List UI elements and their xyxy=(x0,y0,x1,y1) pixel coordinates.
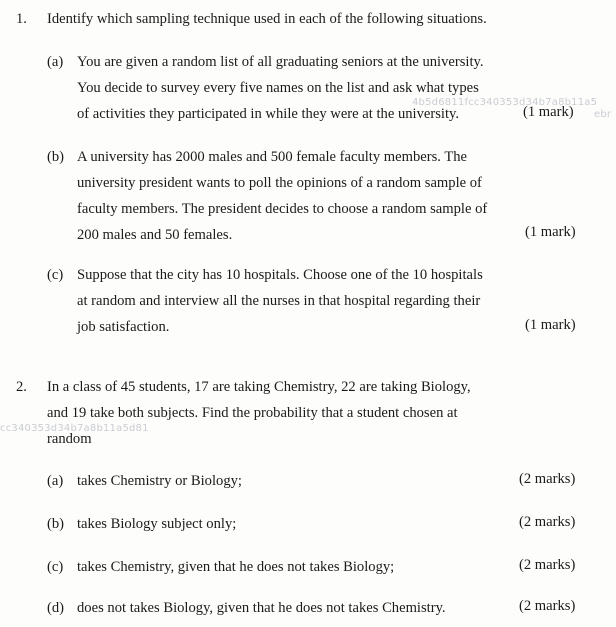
question-stem: Identify which sampling technique used in each of the following situations. xyxy=(47,11,487,27)
part-text-line: You decide to survey every five names on the list and ask what types xyxy=(77,80,479,96)
part-text-line: A university has 2000 males and 500 female faculty members. The xyxy=(77,149,468,165)
question-number: 1. xyxy=(16,11,27,27)
watermark-text: ebr xyxy=(594,109,612,120)
marks-label: (1 mark) xyxy=(525,317,576,333)
marks-label: (2 marks) xyxy=(519,514,576,530)
part-text-line: You are given a random list of all graduating seniors at the university. xyxy=(77,54,484,70)
part-label: (b) xyxy=(47,516,65,532)
part-text-line: job satisfaction. xyxy=(77,319,170,335)
part-text-line: at random and interview all the nurses in that hospital regarding their xyxy=(77,293,481,309)
marks-label: (1 mark) xyxy=(523,104,574,120)
part-label: (c) xyxy=(47,267,64,283)
question-number: 2. xyxy=(16,379,27,395)
marks-label: (2 marks) xyxy=(519,598,576,614)
question-stem-line: and 19 take both subjects. Find the probability that a student chosen at xyxy=(47,405,458,421)
marks-label: (2 marks) xyxy=(519,471,576,487)
part-label: (d) xyxy=(47,600,65,616)
watermark-text: 4b5d6811fcc340353d34b7a8b11a5 xyxy=(412,97,598,108)
marks-label: (1 mark) xyxy=(525,224,576,240)
part-text-line: 200 males and 50 females. xyxy=(77,227,233,243)
part-text-line: takes Chemistry, given that he does not takes Biology; xyxy=(77,559,395,575)
part-label: (c) xyxy=(47,559,64,575)
part-label: (b) xyxy=(47,149,65,165)
part-text-line: does not takes Biology, given that he does not takes Chemistry. xyxy=(77,600,446,616)
part-text-line: takes Biology subject only; xyxy=(77,516,237,532)
part-label: (a) xyxy=(47,54,64,70)
part-text-line: Suppose that the city has 10 hospitals. Choose one of the 10 hospitals xyxy=(77,267,483,283)
part-text-line: university president wants to poll the opinions of a random sample of xyxy=(77,175,482,191)
marks-label: (2 marks) xyxy=(519,557,576,573)
question-stem-line: random xyxy=(47,431,92,447)
part-text-line: faculty members. The president decides to choose a random sample of xyxy=(77,201,488,217)
watermark-text: cc340353d34b7a8b11a5d81 xyxy=(0,423,149,434)
part-text-line: takes Chemistry or Biology; xyxy=(77,473,242,489)
part-label: (a) xyxy=(47,473,64,489)
part-text-line: of activities they participated in while they were at the university. xyxy=(77,106,460,122)
question-stem-line: In a class of 45 students, 17 are taking Chemistry, 22 are taking Biology, xyxy=(47,379,471,395)
